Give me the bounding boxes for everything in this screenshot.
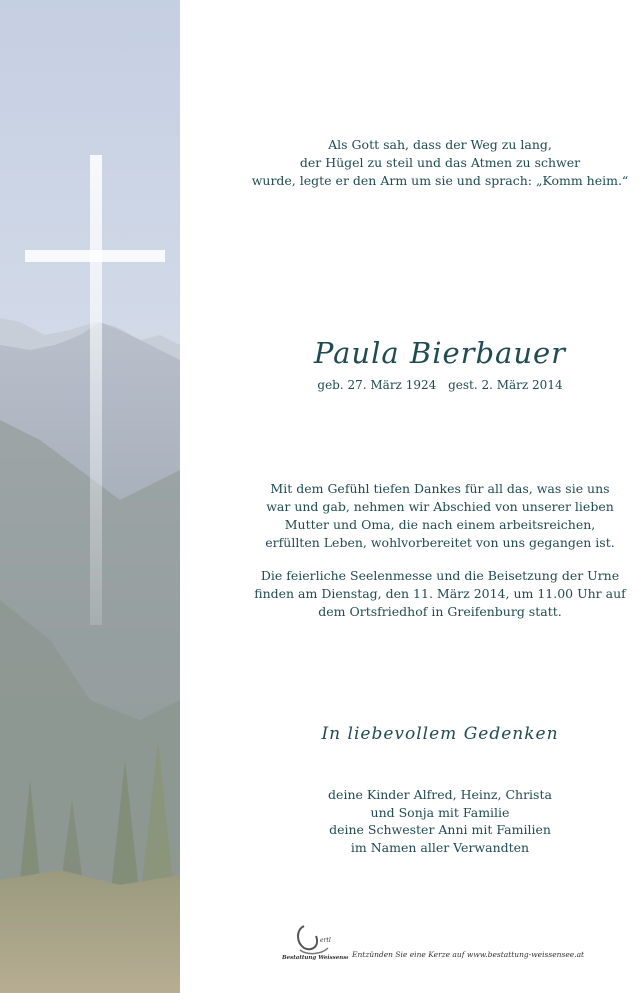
mourner-line: deine Schwester Anni mit Familien: [329, 822, 551, 837]
poem-line: Als Gott sah, dass der Weg zu lang,: [328, 137, 552, 152]
paragraph-line: Die feierliche Seelenmesse und die Beisetzung der Urne: [260, 568, 620, 583]
memory-heading: In liebevollem Gedenken: [321, 724, 559, 744]
poem-line: der Hügel zu steil und das Atmen zu schwer: [299, 155, 581, 170]
candle-link[interactable]: Entzünden Sie eine Kerze auf www.bestattung-weissensee.at: [352, 950, 585, 959]
mourner-line: im Namen aller Verwandten: [350, 839, 530, 855]
poem-line: wurde, legte er den Arm um sie und sprach: „Komm heim.“: [251, 173, 629, 188]
bestattung-logo: [282, 922, 348, 966]
life-dates: [190, 378, 640, 392]
deceased-name: Paula Bierbauer: [313, 336, 567, 370]
funeral-info-paragraph: [190, 567, 640, 621]
footer: [282, 922, 640, 966]
poem: [190, 136, 640, 190]
paragraph-line: dem Ortsfriedhof in Greifenburg statt.: [318, 604, 562, 619]
obituary-content: [190, 0, 640, 993]
paragraph-line: Mit dem Gefühl tiefen Dankes für all das, was sie uns: [270, 481, 610, 496]
logo-text-name: Bestattung Weissensee: [282, 955, 348, 961]
mourner-line: deine Kinder Alfred, Heinz, Christa: [328, 787, 552, 802]
paragraph-line: war und gab, nehmen wir Abschied von unserer lieben: [266, 499, 614, 514]
death-date: gest. 2. März 2014: [448, 378, 563, 392]
mountain-cross-image: [0, 0, 180, 993]
paragraph-line: Mutter und Oma, die nach einem arbeitsreichen,: [284, 517, 596, 532]
mourners-list: [190, 786, 640, 856]
logo-text-ertl: ertl: [320, 937, 331, 944]
paragraph-line: finden am Dienstag, den 11. März 2014, um 11.00 Uhr auf: [254, 586, 626, 601]
farewell-paragraph: [190, 480, 640, 552]
mourner-line: und Sonja mit Familie: [370, 804, 510, 820]
birth-date: geb. 27. März 1924: [317, 378, 437, 392]
paragraph-line: erfüllten Leben, wohlvorbereitet von uns gegangen ist.: [265, 535, 615, 550]
